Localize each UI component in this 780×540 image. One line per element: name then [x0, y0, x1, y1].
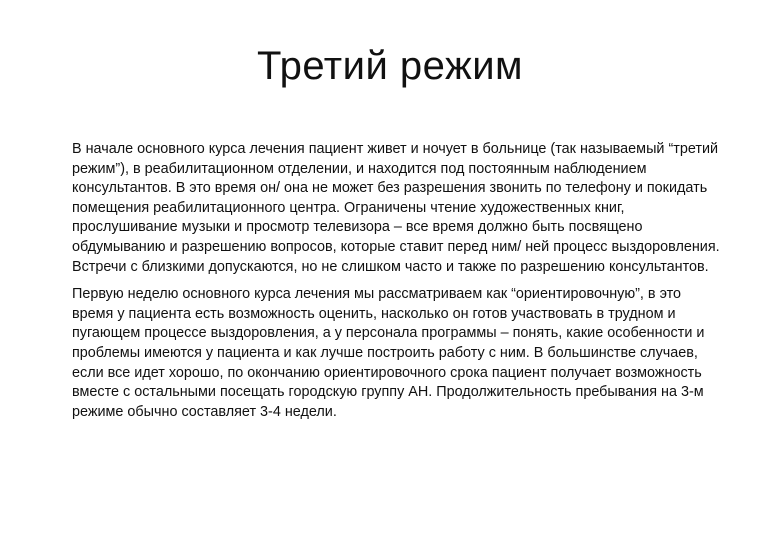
body-paragraph-1: В начале основного курса лечения пациент живет и ночует в больнице (так называемый “третий режим”), в реабилитационном отделении, и находится под постоянным наблюдением консультантов. В это время он/ она не может без разрешения звонить по телефону и покидать помещения реабилитационного центра. Ограничены чтение художественных книг, прослушивание музыки и просмотр телевизора – все время должно быть посвящено обдумыванию и разрешению вопросов, которые ставит перед ним/ ней процесс выздоровления. Встречи с близкими допускаются, но не слишком часто и также по разрешению консультантов. — [72, 141, 720, 275]
slide-title: Третий режим — [256, 44, 524, 88]
body-paragraph-2: Первую неделю основного курса лечения мы рассматриваем как “ориентировочную”, в это время у пациента есть возможность оценить, насколько он готов участвовать в трудном и пугающем процессе выздоровления, а у персонала программы – понять, какие особенности и проблемы имеются у пациента и как лучше построить работу с ним. В большинстве случаев, если все идет хорошо, по окончанию ориентировочного срока пациент получает возможность вместе с остальными посещать городскую группу АН. Продолжительность пребывания на 3-м режиме обычно составляет 3-4 недели. — [72, 286, 705, 420]
slide-body — [72, 140, 722, 430]
